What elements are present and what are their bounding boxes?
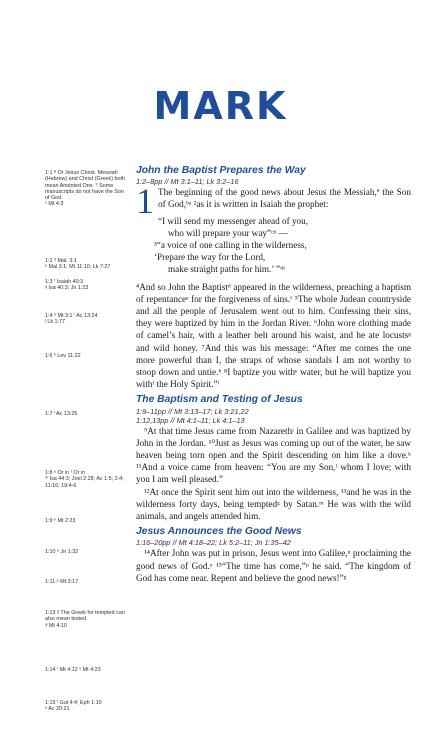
parallel-reference: 1:9–11pp // Mt 3:13–17; Lk 3:21,22 bbox=[136, 406, 249, 416]
footnote: 1:10 ᵒ Jn 1:32 bbox=[45, 549, 79, 555]
footnote: 1:11 ᵖ Mt 3:17 bbox=[45, 579, 79, 585]
footnote: 1:6 ᵏ Lev 11:22 bbox=[45, 353, 81, 359]
scripture-text bbox=[136, 165, 411, 584]
footnote: 1:1 ª Or Jesus Christ. Messiah (Hebrew) and Christ (Greek) both mean Anointed One. ᵇ Some manuscripts do not have the Son of God. ᶜ Mt 4:3 bbox=[45, 170, 125, 208]
footnote: 1:14 ʳ Mt 4:12 ˢ Mt 4:23 bbox=[45, 667, 101, 673]
parallel-reference: 1:12,13pp // Mt 4:1–11; Lk 4:1–13 bbox=[136, 415, 245, 425]
section-heading: The Baptism and Testing of Jesus bbox=[136, 394, 303, 406]
section-heading: John the Baptist Prepares the Way bbox=[136, 165, 306, 176]
footnote: 1:7 ˡ Ac 13:25 bbox=[45, 411, 78, 417]
footnote: 1:15 ᵗ Gal 4:4; Eph 1:10 ᵘ Ac 20:21 bbox=[45, 700, 102, 713]
verse-paragraph: ⁹At that time Jesus came from Nazarethʲ in Galilee and was baptized by John in the Jordan. ¹⁰Just as Jesus was coming up out of the water, he saw heaven being torn open and the Spirit descending on him like a dove.ᵏ ¹¹And a voice came from heaven: “You are my Son,ˡ whom I love; with you I am well pleased.” bbox=[136, 425, 411, 485]
footnote: 1:4 ʰ Mt 3:1 ⁱ Ac 13:24 ʲ Lk 1:77 bbox=[45, 313, 98, 326]
chapter-number: 1 bbox=[136, 181, 154, 222]
verse-paragraph: ¹⁴After John was put in prison, Jesus went into Galilee,ⁿ proclaiming the good news of God.ᵒ ¹⁵“The time has come,”ᵖ he said. “The kingdom of God has come near. Repent and believe the good news!”ᵍ bbox=[136, 548, 411, 583]
footnote: 1:9 ⁿ Mt 2:23 bbox=[45, 518, 76, 524]
verse-paragraph: ⁴And so John the Baptistᵈ appeared in the wilderness, preaching a baptism of repentanceᵉ for the forgiveness of sins.ᶠ ⁵The whole Judean countryside and all the people of Jerusalem went out to him. Confessing their sins, they were baptized by him in the Jordan River. ⁶John wore clothing made of camel’s hair, with a leather belt around his waist, and he ate locustsᵍ and wild honey. ⁷And this was his message: “After me comes the one more powerful than I, the straps of whose sandals I am not worthy to stoop down and untie.ʰ ⁸I baptize you withᵉ water, but he will baptize you withᶠ the Holy Spirit.”ⁱ bbox=[136, 281, 411, 390]
poem-line: ‘Prepare the way for the Lord, bbox=[154, 252, 266, 263]
footnote: 1:3 ᶠ Isaiah 40:3 ᵍ Isa 40:3; Jn 1:23 bbox=[45, 279, 89, 292]
verse-paragraph: ¹²At once the Spirit sent him out into the wilderness, ¹³and he was in the wilderness forty days, being temptedᵍ by Satan.ᵐ He was with the wild animals, and angels attended him. bbox=[136, 486, 411, 522]
verse-text: The beginning of the good news about Jesus the Messiah,ª the Son of God,ᵇᵃ ²as it is written in Isaiah the prophet: bbox=[158, 187, 411, 210]
parallel-reference: 1:16–20pp // Mt 4:18–22; Lk 5:2–11; Jn 1:35–42 bbox=[136, 538, 291, 548]
footnote: 1:2 ᵈ Mal. 3:1 ᵉ Mal 3:1; Mt 11:10; Lk 7:27 bbox=[45, 258, 111, 271]
poem-line: make straight paths for him.’ ”ᵈᶜ bbox=[168, 264, 286, 275]
parallel-reference: 1:2–8pp // Mt 3:1–11; Lk 3:2–16 bbox=[136, 177, 239, 187]
poem-line: “I will send my messenger ahead of you, bbox=[158, 215, 309, 226]
poem-line: ³“a voice of one calling in the wilderness, bbox=[154, 240, 307, 251]
book-title: MARK bbox=[153, 84, 288, 128]
footnote: 1:8 ᵉ Or in ᶠ Or in ᵐ Isa 44:3; Joel 2:28; Ac 1:5; 2:4; 11:16; 19:4-6 bbox=[45, 470, 124, 489]
poetry-quote bbox=[154, 215, 411, 276]
poem-line: who will prepare your way”ᶜᵇ — bbox=[168, 227, 288, 238]
footnote: 1:13 ᵍ The Greek for tempted can also mean tested. ᵠ Mt 4:10 bbox=[45, 610, 125, 629]
section-heading: Jesus Announces the Good News bbox=[136, 526, 302, 538]
